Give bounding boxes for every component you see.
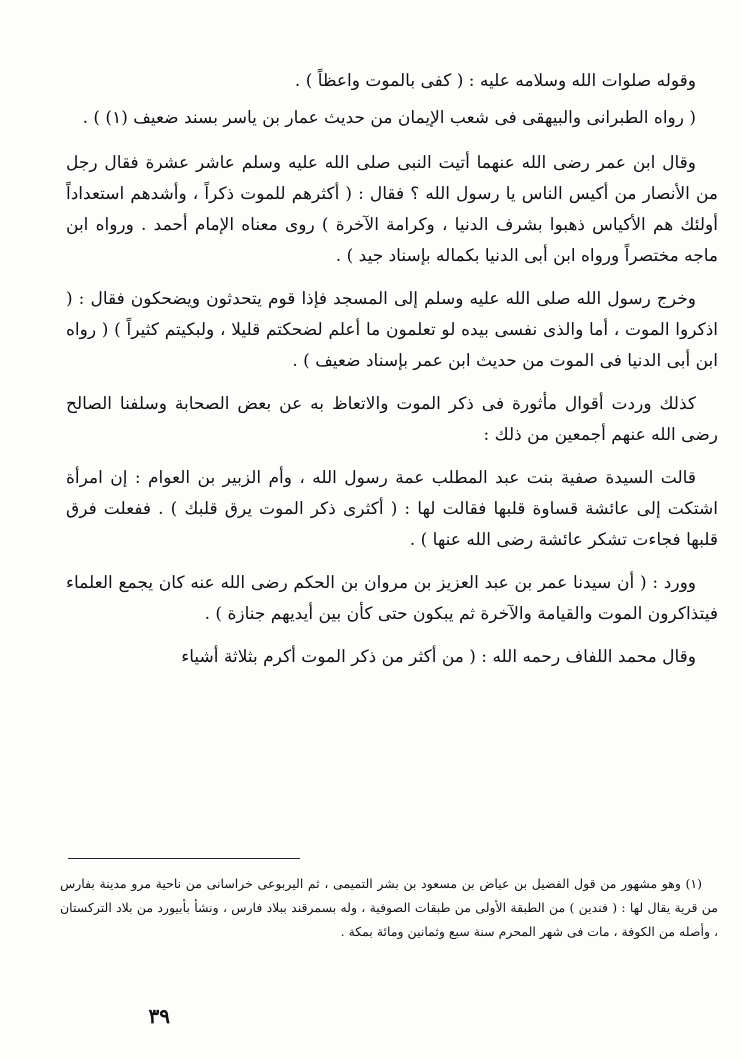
- paragraph: وقال ابن عمر رضى الله عنهما أتيت النبى صلى الله عليه وسلم عاشر عشرة فقال رجل من الأنصار من أكيس الناس يا رسول الله ؟ فقال : ( أكثرهم للموت ذكراً ، وأشدهم استعداداً أولئك هم الأكياس ذهبوا بشرف الدنيا ، وكرامة الآخرة ) روى معناه الإمام أحمد . ورواه ابن ماجه مختصراً ورواه ابن أبى الدنيا بكماله بإسناد جيد ) .: [66, 153, 718, 266]
- paragraph: ( رواه الطبرانى والبيهقى فى شعب الإيمان من حديث عمار بن ياسر بسند ضعيف (١) ) .: [82, 108, 696, 128]
- paragraph: وقوله صلوات الله وسلامه عليه : ( كفى بالموت واعظاً ) .: [294, 71, 696, 91]
- paragraph: كذلك وردت أقوال مأثورة فى ذكر الموت والاتعاظ به عن بعض الصحابة وسلفنا الصالح رضى الله عنهم أجمعين من ذلك :: [66, 394, 718, 445]
- paragraph: وورد : ( أن سيدنا عمر بن عبد العزيز بن مروان بن الحكم رضى الله عنه كان يجمع العلماء فيتذاكرون الموت والقيامة والآخرة ثم يبكون حتى كأن بين أيديهم جنازة ) .: [66, 573, 718, 624]
- main-text: [66, 66, 718, 685]
- paragraph: قالت السيدة صفية بنت عبد المطلب عمة رسول الله ، وأم الزبير بن العوام : إن امرأة اشتكت إلى عائشة قساوة قلبها فقالت لها : ( أكثرى ذكر الموت يرق قلبك ) . ففعلت فرق قلبها فجاءت تشكر عائشة رضى الله عنها ) .: [66, 468, 718, 550]
- footnote: (١) وهو مشهور من قول الفضيل بن عياض بن مسعود بن بشر التميمى ، ثم اليربوعى خراسانى من ناحية مرو مدينة بفارس من قرية يقال لها : ( فندين ) من الطبقة الأولى من طبقات الصوفية ، وله بسمرقند ببلاد فارس ، ونشأ بأبيورد من بلاد التركستان ، وأصله من الكوفة ، مات فى شهر المحرم سنة سبع وثمانين ومائة بمكة .: [60, 876, 718, 939]
- paragraph: وقال محمد اللفاف رحمه الله : ( من أكثر من ذكر الموت أكرم بثلاثة أشياء: [181, 647, 696, 667]
- page-number: ٣٩: [148, 1004, 170, 1028]
- paragraph: وخرج رسول الله صلى الله عليه وسلم إلى المسجد فإذا قوم يتحدثون ويضحكون فقال : ( اذكروا الموت ، أما والذى نفسى بيده لو تعلمون ما أعلم لضحكتم قليلا ، ولبكيتم كثيراً ) ( رواه ابن أبى الدنيا فى الموت من حديث ابن عمر بإسناد ضعيف ) .: [66, 289, 718, 371]
- footnote-divider: [68, 858, 300, 859]
